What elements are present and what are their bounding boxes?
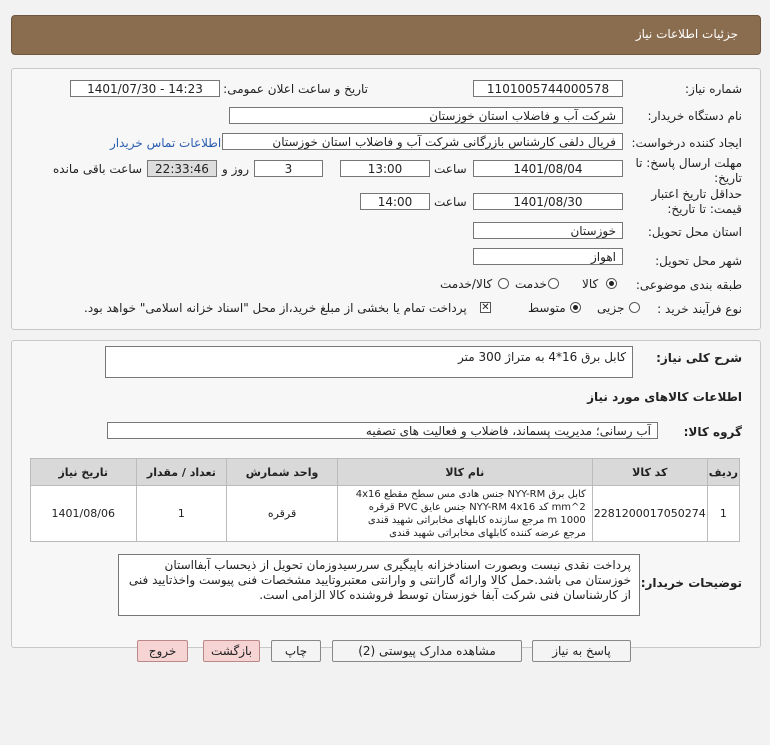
description-label: شرح کلی نیاز: — [656, 351, 742, 365]
category-goods-service-radio[interactable] — [498, 278, 509, 289]
cell-name: کابل برق NYY-RM جنس هادی مس سطح مقطع 4x16 mm^2 کد NYY-RM 4x16 جنس عایق PVC قرقره 1000 m مرجع سازنده کابلهای مخابراتی شهید قندی مرجع عرضه کننده کابلهای مخابراتی شهید قندی — [337, 486, 592, 542]
description-box — [105, 346, 633, 378]
goods-section-title: اطلاعات کالاهای مورد نیاز — [587, 390, 742, 404]
cell-qty: 1 — [136, 486, 227, 542]
category-service-label: خدمت — [515, 277, 547, 291]
buyer-notes-text: پرداخت نقدی نیست وبصورت اسنادخزانه باپیگیری سررسیدوزمان تحویل از ذیحساب آبفااستان خوزستان می باشد.حمل کالا وارائه گارانتی و وارانتی معتبروتایید مشخصات فنی پیوست واخذتایید فنی از کارشناسان فنی شرکت آبفا خوزستان توسط فروشنده کالا الزامی است. — [128, 558, 631, 602]
requester-label: ایجاد کننده درخواست: — [631, 136, 742, 150]
validity-label: حداقل تاریخ اعتبار — [651, 187, 742, 201]
days-label: روز و — [222, 162, 249, 176]
cell-row: 1 — [707, 486, 739, 542]
buyer-org-label: نام دستگاه خریدار: — [647, 109, 742, 123]
print-button[interactable]: چاپ — [271, 640, 321, 662]
buyer-notes-label: توضیحات خریدار: — [640, 576, 742, 590]
treasury-payment-checkbox[interactable]: ✕ — [481, 302, 490, 313]
buyer-notes-box — [118, 554, 640, 616]
cell-date: 1401/08/06 — [31, 486, 137, 542]
exit-button[interactable]: خروج — [137, 640, 188, 662]
col-unit: واحد شمارش — [227, 459, 338, 486]
requester-field: فریال دلفی کارشناس بازرگانی شرکت آب و فاضلاب استان خوزستان — [222, 133, 623, 150]
description-text: کابل برق 16*4 به متراژ 300 متر — [457, 350, 626, 364]
validity-time-label: ساعت — [434, 195, 467, 209]
deadline-label: مهلت ارسال پاسخ: تا — [635, 156, 742, 170]
purchase-type-label: نوع فرآیند خرید : — [657, 302, 742, 316]
need-number-label: شماره نیاز: — [685, 82, 742, 96]
remaining-label: ساعت باقی مانده — [53, 162, 143, 176]
purchase-minor-label: جزیی — [597, 301, 625, 315]
need-number-field: 1101005744000578 — [473, 80, 623, 97]
goods-group-label: گروه کالا: — [683, 425, 742, 439]
back-button[interactable]: بازگشت — [203, 640, 260, 662]
deadline-time-field: 13:00 — [340, 160, 430, 177]
page-title: جزئیات اطلاعات نیاز — [635, 27, 738, 41]
remaining-time-field: 22:33:46 — [147, 160, 217, 177]
cell-code: 2281200017050274 — [592, 486, 707, 542]
validity-label-2: قیمت: تا تاریخ: — [667, 202, 742, 216]
deadline-date-field: 1401/08/04 — [473, 160, 623, 177]
col-row: ردیف — [707, 459, 739, 486]
col-qty: تعداد / مقدار — [136, 459, 227, 486]
category-goods-service-label: کالا/خدمت — [440, 277, 493, 291]
category-service-radio[interactable] — [548, 278, 559, 289]
city-field: اهواز — [473, 248, 623, 265]
deadline-time-label: ساعت — [434, 162, 467, 176]
col-name: نام کالا — [337, 459, 592, 486]
cell-unit: قرقره — [227, 486, 338, 542]
attachments-button[interactable]: مشاهده مدارک پیوستی (2) — [332, 640, 522, 662]
deadline-label-date: تاریخ: — [714, 171, 742, 185]
purchase-minor-radio[interactable] — [629, 302, 640, 313]
goods-table — [30, 458, 740, 542]
validity-time-field: 14:00 — [360, 193, 430, 210]
category-label: طبقه بندی موضوعی: — [635, 278, 742, 292]
buyer-org-field: شرکت آب و فاضلاب استان خوزستان — [229, 107, 623, 124]
reply-button[interactable]: پاسخ به نیاز — [532, 640, 631, 662]
goods-group-field: آب رسانی؛ مدیریت پسماند، فاضلاب و فعالیت های تصفیه — [107, 422, 658, 439]
purchase-medium-label: متوسط — [528, 301, 566, 315]
province-label: استان محل تحویل: — [647, 225, 742, 239]
col-date: تاریخ نیاز — [31, 459, 137, 486]
city-label: شهر محل تحویل: — [655, 254, 742, 268]
announce-label: تاریخ و ساعت اعلان عمومی: — [223, 82, 368, 96]
validity-date-field: 1401/08/30 — [473, 193, 623, 210]
buyer-contact-link[interactable]: اطلاعات تماس خریدار — [110, 136, 222, 150]
table-row — [31, 486, 740, 542]
treasury-payment-note: پرداخت تمام یا بخشی از مبلغ خرید،از محل "اسناد خزانه اسلامی" خواهد بود. — [84, 301, 467, 315]
purchase-medium-radio[interactable] — [570, 302, 581, 313]
category-goods-radio[interactable] — [606, 278, 617, 289]
category-goods-label: کالا — [582, 277, 599, 291]
col-code: کد کالا — [592, 459, 707, 486]
days-field: 3 — [254, 160, 323, 177]
page-header — [11, 15, 761, 55]
announce-field: 1401/07/30 - 14:23 — [70, 80, 220, 97]
province-field: خوزستان — [473, 222, 623, 239]
